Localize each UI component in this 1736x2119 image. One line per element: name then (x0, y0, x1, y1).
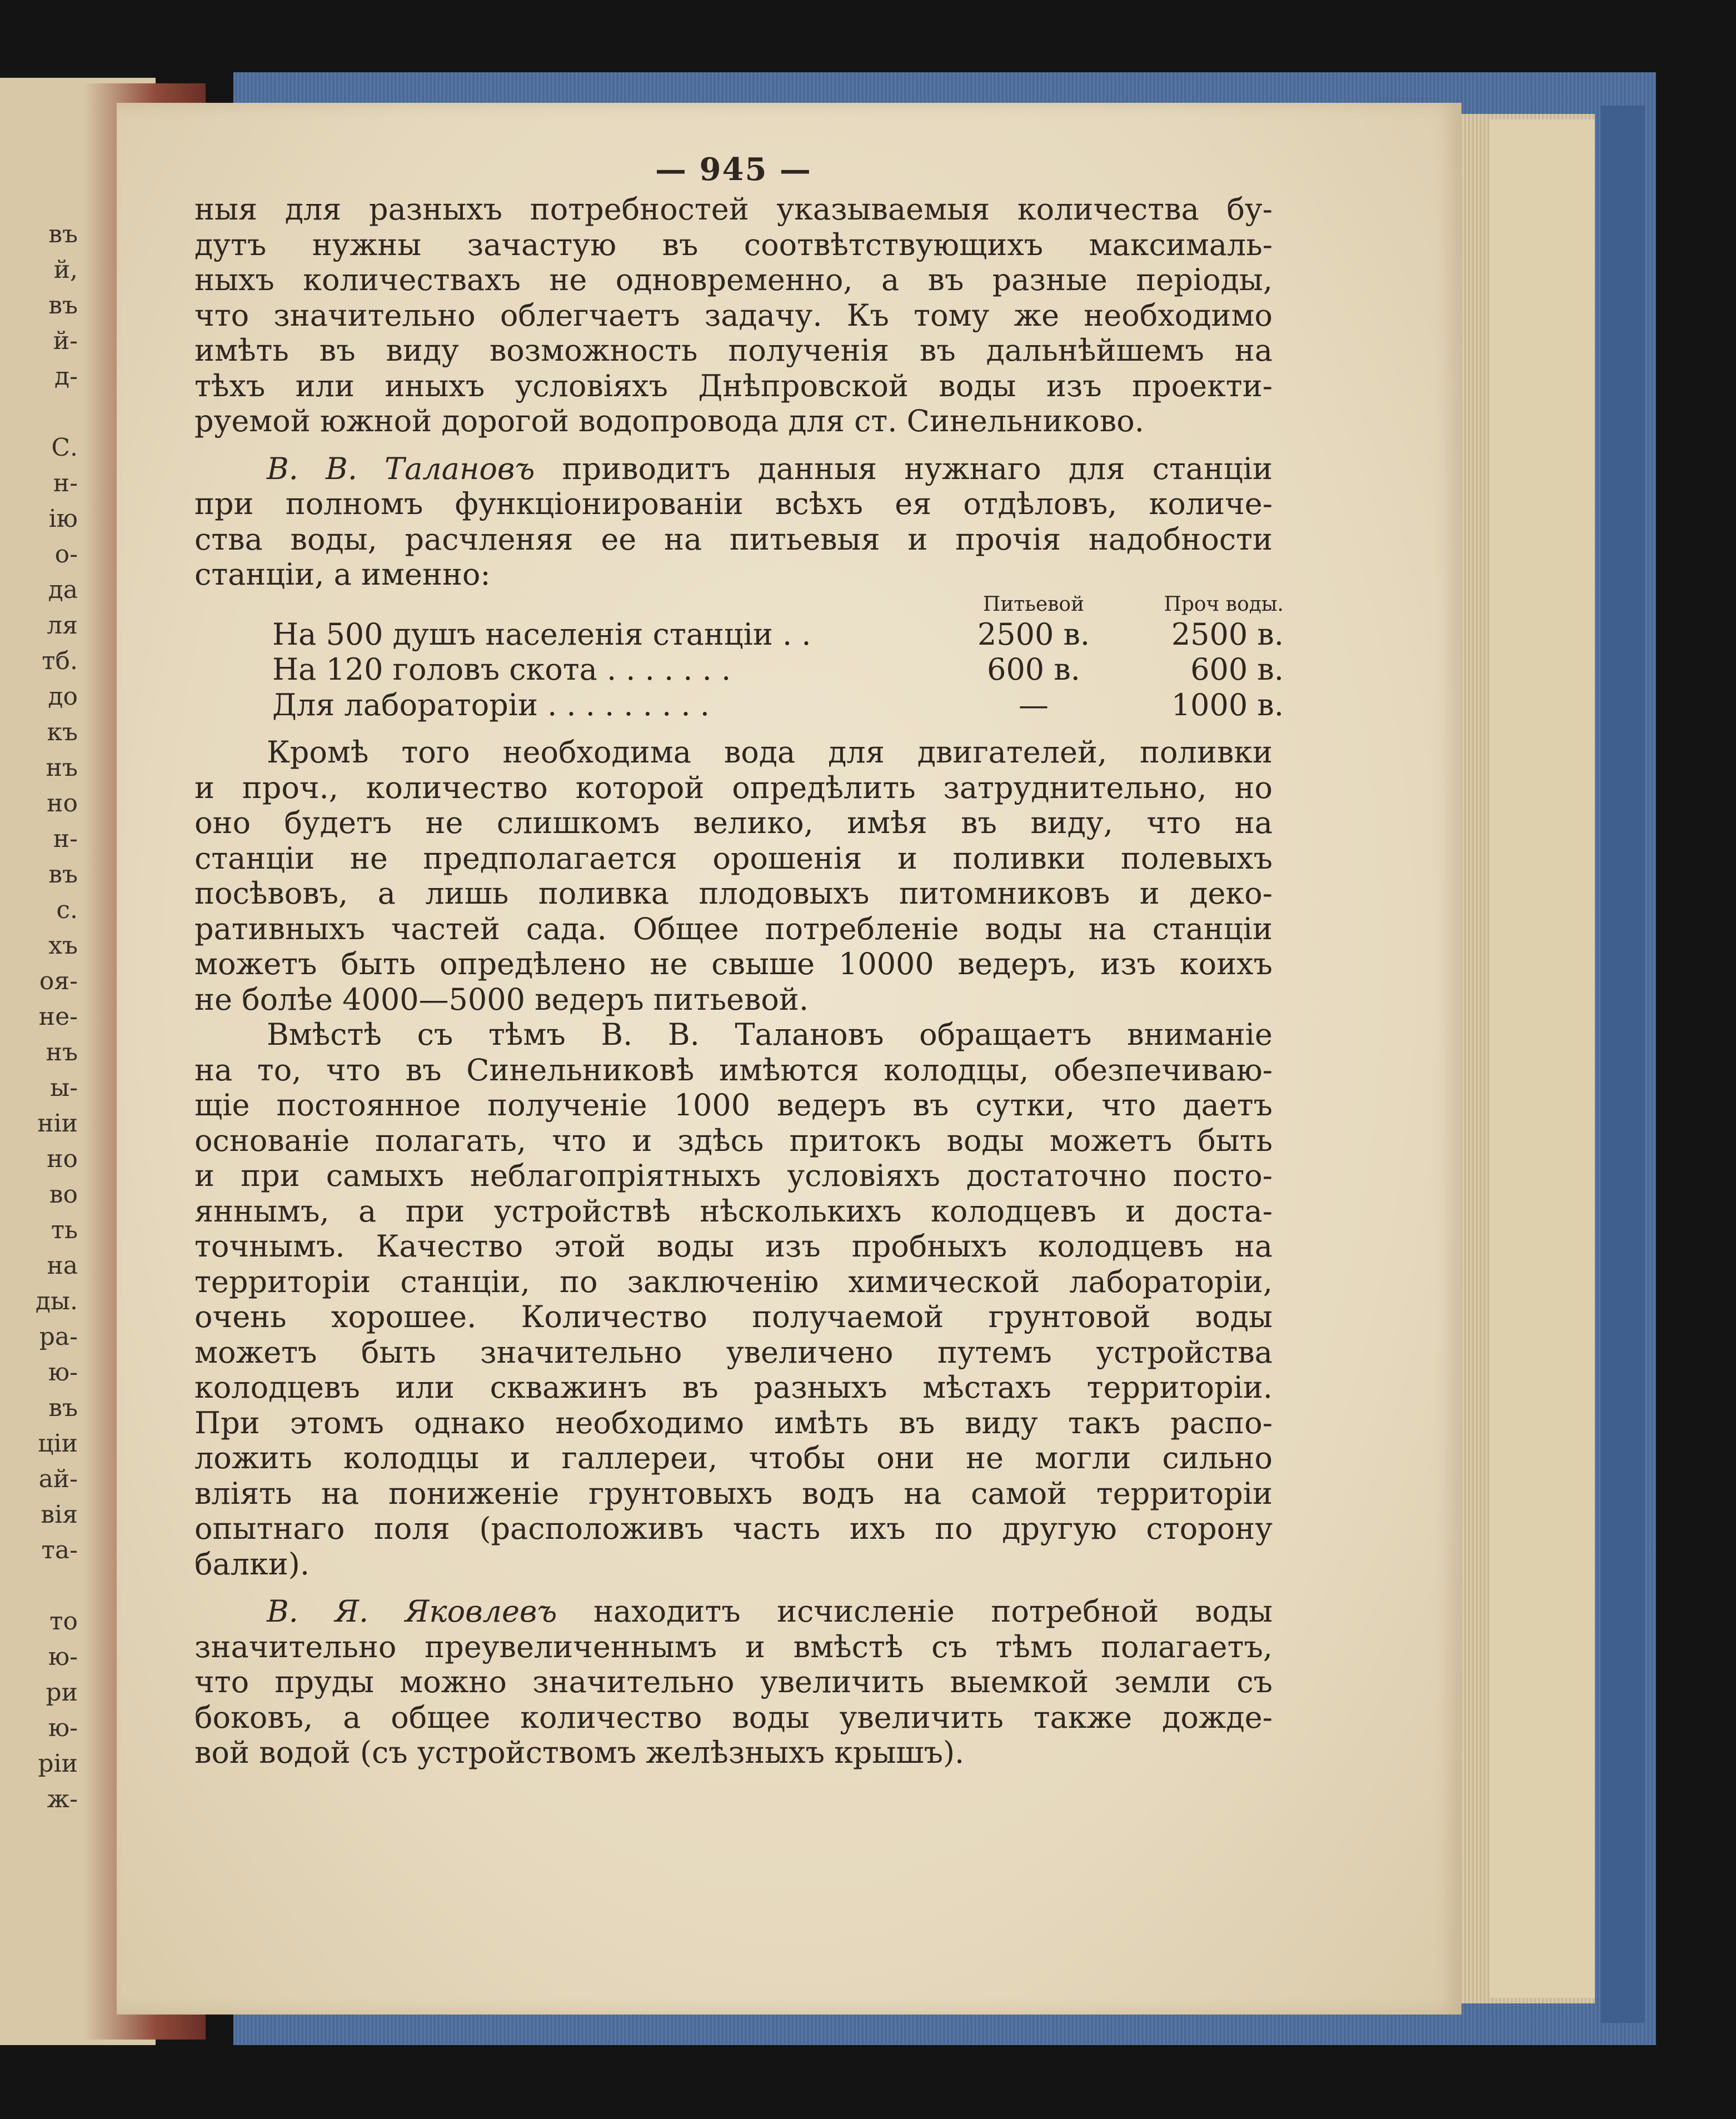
text-line: можетъ быть опредѣлено не свыше 10000 ведеръ, изъ коихъ (194, 946, 1273, 981)
left-page-fragment: н- (53, 825, 78, 853)
left-page-fragment: въ (48, 291, 78, 320)
left-page-fragment: въ (48, 220, 78, 248)
left-page-fragment: й, (53, 256, 78, 284)
left-page-fragment: ри (46, 1678, 78, 1707)
text-line: точнымъ. Качество этой воды изъ пробныхъ колодцевъ на (194, 1229, 1273, 1264)
table-cell-other: 2500 в. (1171, 616, 1284, 652)
text-line: дутъ нужны зачастую въ соотвѣтствующихъ максималь- (194, 227, 1273, 262)
left-page-fragment: оя- (39, 967, 78, 995)
left-page-fragment: ю- (48, 1358, 78, 1387)
table-cell-label: На 120 головъ скота . . . . . . . (272, 652, 731, 687)
left-page-fragment: д- (54, 362, 78, 391)
page-stack-edge-light (1489, 119, 1595, 1998)
text-line: тѣхъ или иныхъ условіяхъ Днѣпровской воды изъ проекти- (194, 368, 1273, 403)
left-page-fragment: ра- (39, 1323, 78, 1351)
left-page-fragment: да (48, 576, 78, 604)
text-line: можетъ быть значительно увеличено путемъ устройства (194, 1334, 1273, 1370)
table-cell-other: 1000 в. (1171, 687, 1284, 722)
left-page-fragment: ы- (50, 1074, 78, 1102)
left-page-fragment: но (47, 789, 78, 817)
text-line: ныхъ количествахъ не одновременно, а въ разные періоды, (194, 262, 1273, 297)
table-row (194, 687, 1284, 723)
text-line: станціи не предполагается орошенія и поливки полевыхъ (194, 840, 1273, 876)
text-line: на то, что въ Синельниковѣ имѣются колодцы, обезпечиваю- (194, 1052, 1273, 1088)
paragraph-2 (194, 486, 1273, 592)
left-page-fragment: ніи (37, 1109, 78, 1138)
text-line: Вмѣстѣ съ тѣмъ В. В. Талановъ обращаетъ вниманіе (267, 1017, 1273, 1052)
text-line: ративныхъ частей сада. Общее потребленіе воды на станціи (194, 911, 1273, 946)
text-line: колодцевъ или скважинъ въ разныхъ мѣстахъ территоріи. (194, 1370, 1273, 1405)
left-page-fragment: въ (48, 1394, 78, 1422)
left-page-fragment: ды. (35, 1287, 78, 1315)
paragraph-1 (194, 192, 1273, 439)
text-line: При этомъ однако необходимо имѣть въ виду такъ распо- (194, 1405, 1273, 1440)
table-header-drinking: Питьевой (982, 592, 1085, 616)
left-page-fragment: н- (53, 469, 78, 497)
text-line: что значительно облегчаетъ задачу. Къ тому же необходимо (194, 297, 1273, 333)
text-line: опытнаго поля (расположивъ часть ихъ по другую сторону (194, 1511, 1273, 1546)
left-page-fragment: ю- (48, 1714, 78, 1742)
paragraph-5 (194, 1629, 1273, 1771)
text-line: руемой южной дорогой водопровода для ст. Синельниково. (194, 403, 1144, 438)
text-line: имѣть въ виду возможность полученія въ дальнѣйшемъ на (194, 333, 1273, 368)
left-page-text-fragments (0, 217, 78, 1817)
left-page-fragment: й- (53, 327, 78, 355)
left-page-fragment: въ (48, 860, 78, 889)
left-page-fragment: не- (38, 1003, 78, 1031)
water-table-header (194, 592, 1284, 617)
text-line: балки). (194, 1546, 310, 1582)
left-page-fragment: ію (48, 505, 78, 533)
text-line: вліять на пониженіе грунтовыхъ водъ на самой территоріи (194, 1475, 1273, 1511)
page-number: — 945 — (655, 151, 812, 188)
page-text (194, 147, 1284, 1771)
table-row (194, 652, 1284, 687)
text-line: и при самыхъ неблагопріятныхъ условіяхъ достаточно посто- (194, 1158, 1273, 1193)
paragraph-4 (194, 1017, 1273, 1582)
left-page-fragment: ай- (38, 1465, 78, 1493)
left-page-fragment: та- (41, 1536, 78, 1564)
left-page-fragment: къ (47, 718, 78, 746)
text-line: и проч., количество которой опредѣлить затруднительно, но (194, 770, 1273, 805)
text-line: ложить колодцы и галлереи, чтобы они не могли сильно (194, 1440, 1273, 1475)
text-line: яннымъ, а при устройствѣ нѣсколькихъ колодцевъ и доста- (194, 1193, 1273, 1229)
left-page-fragment: с. (56, 896, 78, 924)
table-header-other: Проч воды. (1164, 592, 1284, 616)
left-page-fragment: до (48, 682, 78, 711)
text-line: боковъ, а общее количество воды увеличить также дожде- (194, 1699, 1273, 1735)
paragraph-2-first-line-text: приводитъ данныя нужнаго для станціи (562, 451, 1273, 486)
text-line: Кромѣ того необходима вода для двигателей, поливки (267, 735, 1273, 770)
text-line: очень хорошее. Количество получаемой грунтовой воды (194, 1299, 1273, 1334)
text-line: значительно преувеличеннымъ и вмѣстѣ съ тѣмъ полагаетъ, (194, 1629, 1273, 1664)
text-line: вой водой (съ устройствомъ желѣзныхъ крышъ). (194, 1735, 965, 1770)
left-page-fragment: хъ (48, 931, 78, 960)
left-page-fragment: ріи (38, 1749, 78, 1778)
paragraph-3 (194, 735, 1273, 1017)
text-line: ства воды, расчленяя ее на питьевыя и прочія надобности (194, 521, 1273, 557)
left-page-fragment: вія (41, 1500, 78, 1529)
left-page-fragment: ціи (38, 1429, 78, 1458)
paragraph-5-first-line (194, 1594, 1273, 1629)
left-page-fragment: то (49, 1607, 78, 1636)
table-cell-label: На 500 душъ населенія станціи . . (272, 616, 811, 652)
left-page-fragment (0, 395, 78, 430)
text-line: основаніе полагать, что и здѣсь притокъ воды можетъ быть (194, 1123, 1273, 1158)
left-page-fragment (0, 1568, 78, 1604)
text-line: не болѣе 4000—5000 ведеръ питьевой. (194, 981, 809, 1017)
left-page-fragment: ля (47, 611, 78, 640)
author-name-yakovlev: В. Я. Яковлевъ (267, 1594, 557, 1629)
author-name-talanov: В. В. Талановъ (267, 451, 535, 486)
paragraph-2-first-line (194, 451, 1273, 487)
left-page-fragment: ть (51, 1216, 78, 1244)
left-page-fragment: на (47, 1252, 78, 1280)
table-row (194, 616, 1284, 652)
book-cover-edge (1600, 106, 1645, 2023)
table-cell-drinking: 600 в. (987, 652, 1080, 687)
left-page-fragment: нъ (46, 754, 78, 782)
left-page-fragment: ж- (47, 1785, 78, 1813)
left-page-fragment: С. (51, 433, 78, 462)
left-page-fragment: ю- (48, 1643, 78, 1671)
left-page-fragment: о- (54, 540, 78, 569)
text-line: ныя для разныхъ потребностей указываемыя количества бу- (194, 192, 1273, 227)
text-line: при полномъ функціонированіи всѣхъ ея отдѣловъ, количе- (194, 486, 1273, 521)
text-line: станціи, а именно: (194, 557, 491, 592)
table-cell-label: Для лабораторіи . . . . . . . . . (272, 687, 710, 722)
text-line: что пруды можно значительно увеличить выемкой земли съ (194, 1664, 1273, 1699)
left-page-fragment: нъ (46, 1038, 78, 1066)
left-page-fragment: тб. (42, 647, 78, 675)
table-cell-drinking: — (1019, 687, 1049, 722)
paragraph-5-first-line-text: находитъ исчисленіе потребной воды (593, 1594, 1273, 1629)
left-page-fragment: во (49, 1180, 78, 1209)
table-cell-other: 600 в. (1190, 652, 1284, 687)
water-table (194, 616, 1284, 723)
left-page-fragment: но (47, 1145, 78, 1173)
text-line: территоріи станціи, по заключенію химической лабораторіи, (194, 1264, 1273, 1299)
text-line: щіе постоянное полученіе 1000 ведеръ въ сутки, что даетъ (194, 1088, 1273, 1123)
table-cell-drinking: 2500 в. (977, 616, 1090, 652)
text-line: посѣвовъ, а лишь поливка плодовыхъ питомниковъ и деко- (194, 876, 1273, 911)
text-line: оно будетъ не слишкомъ велико, имѣя въ виду, что на (194, 805, 1273, 840)
